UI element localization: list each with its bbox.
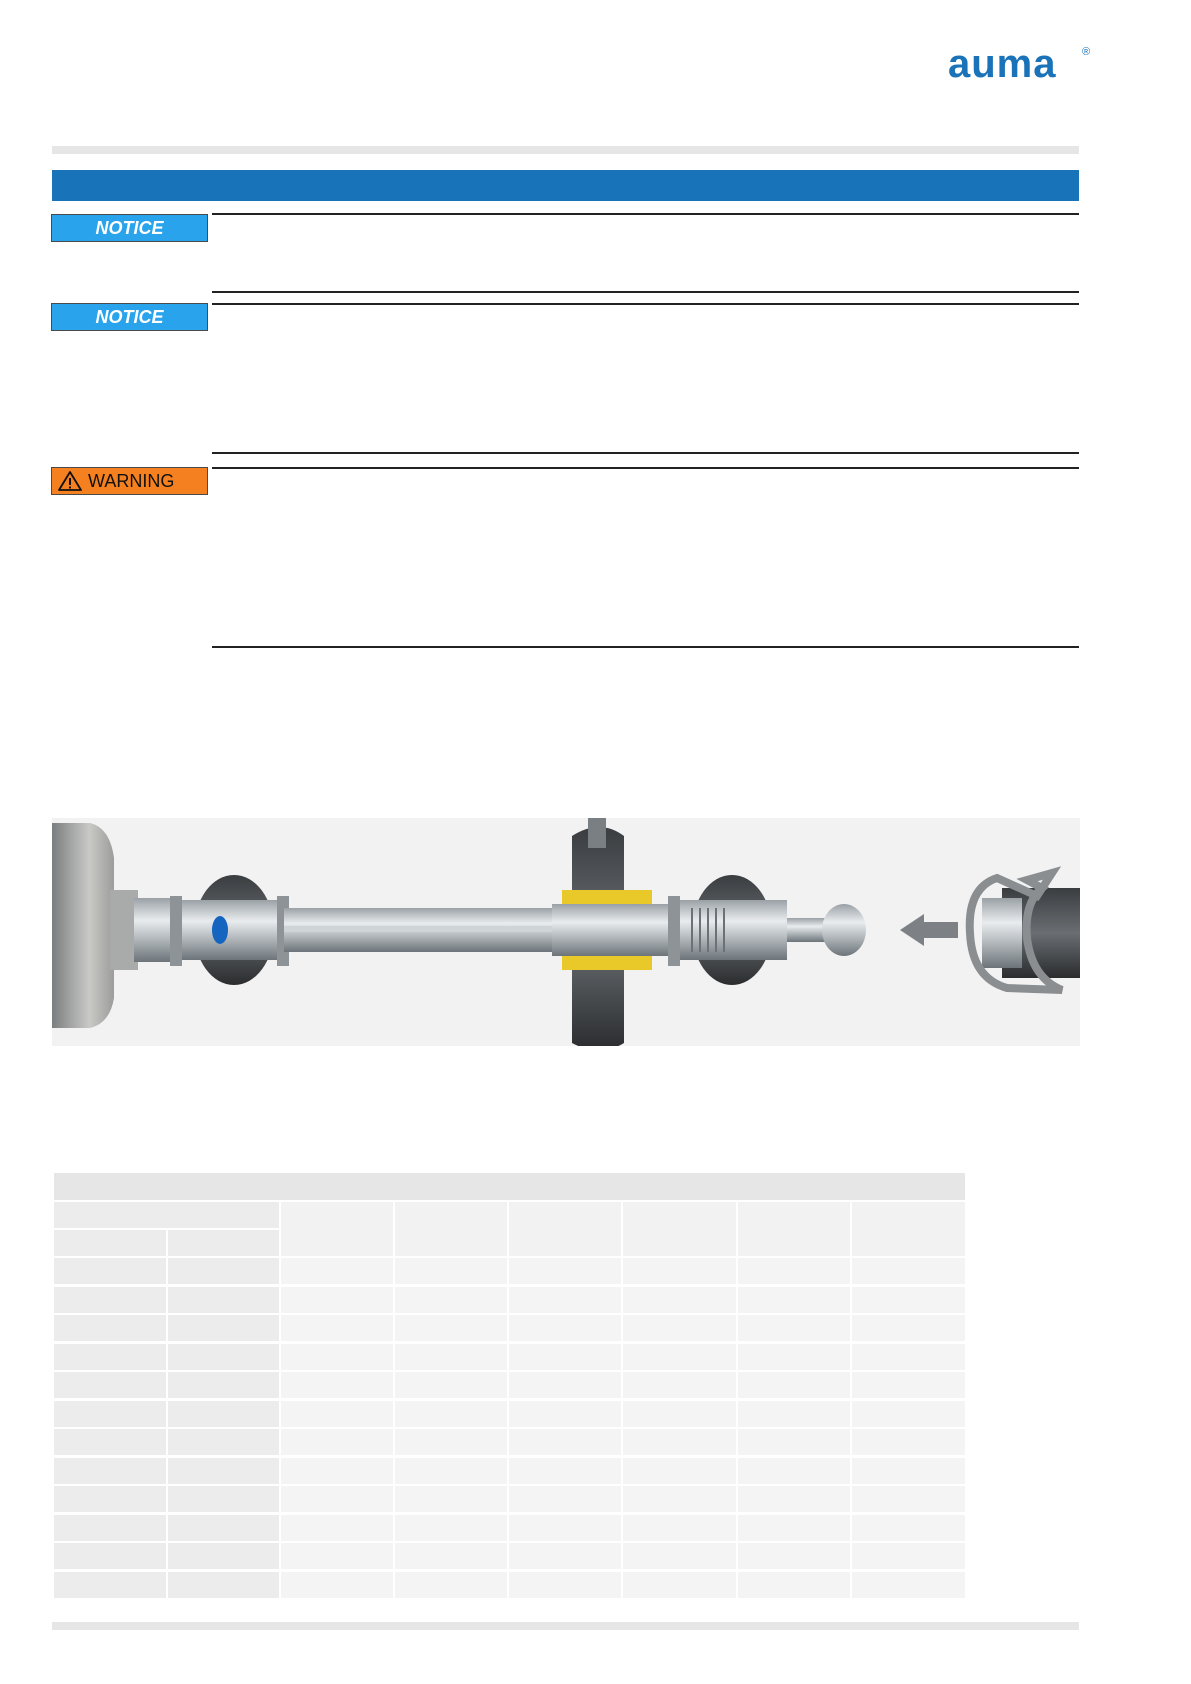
table-cell <box>852 1287 965 1313</box>
table-cell <box>54 1372 166 1398</box>
table-header-cell <box>509 1202 621 1256</box>
table-cell <box>738 1372 850 1398</box>
table-cell <box>395 1344 507 1370</box>
table-cell <box>509 1344 621 1370</box>
table-cell <box>738 1458 850 1484</box>
table-cell <box>509 1458 621 1484</box>
table-cell <box>623 1543 736 1569</box>
table-cell <box>738 1287 850 1313</box>
table-cell <box>623 1258 736 1284</box>
table-subheader-cell <box>168 1230 279 1256</box>
table-cell <box>168 1344 279 1370</box>
table-cell <box>168 1486 279 1512</box>
table-cell <box>395 1486 507 1512</box>
table-cell <box>281 1515 393 1541</box>
table-cell <box>281 1572 393 1598</box>
table-cell <box>395 1429 507 1455</box>
table-subheader-cell <box>54 1230 166 1256</box>
table-cell <box>395 1372 507 1398</box>
table-cell <box>509 1287 621 1313</box>
table-cell <box>395 1315 507 1341</box>
table-cell <box>509 1372 621 1398</box>
warning-label-text: WARNING <box>88 470 175 491</box>
blue-seal <box>212 916 228 944</box>
table-cell <box>623 1401 736 1427</box>
table-cell <box>852 1429 965 1455</box>
table-header-cell <box>281 1202 393 1256</box>
table-cell <box>54 1258 166 1284</box>
table-cell <box>281 1429 393 1455</box>
table-cell <box>623 1486 736 1512</box>
table-cell <box>509 1401 621 1427</box>
table-cell <box>281 1315 393 1341</box>
table-cell <box>738 1315 850 1341</box>
table-cell <box>852 1258 965 1284</box>
table-header-cell <box>852 1202 965 1256</box>
header-rule <box>52 146 1079 154</box>
table-cell <box>168 1515 279 1541</box>
table-cell <box>395 1458 507 1484</box>
table-cell <box>281 1486 393 1512</box>
table-cell <box>623 1344 736 1370</box>
table-cell <box>54 1572 166 1598</box>
table-cell <box>738 1401 850 1427</box>
table-cell <box>623 1287 736 1313</box>
table-cell <box>54 1429 166 1455</box>
table-cell <box>852 1515 965 1541</box>
table-cell <box>623 1458 736 1484</box>
stem-end-cap <box>822 904 866 956</box>
warning-label <box>51 467 208 495</box>
table-cell <box>852 1486 965 1512</box>
table-cell <box>281 1458 393 1484</box>
table-cell <box>852 1543 965 1569</box>
table-cell <box>623 1572 736 1598</box>
notice-label-text: NOTICE <box>95 217 164 238</box>
notice-2-bottom-rule <box>212 452 1079 454</box>
table-cell <box>509 1486 621 1512</box>
table-cell <box>623 1372 736 1398</box>
warning-bottom-rule <box>212 646 1079 648</box>
table-header-cell <box>738 1202 850 1256</box>
table-header-cell <box>395 1202 507 1256</box>
table-cell <box>852 1458 965 1484</box>
table-cell <box>168 1372 279 1398</box>
table-cell <box>623 1429 736 1455</box>
stem-protection-illustration <box>52 818 1080 1046</box>
table-cell <box>54 1344 166 1370</box>
table-cell <box>852 1344 965 1370</box>
table-cell <box>281 1543 393 1569</box>
table-cell <box>281 1372 393 1398</box>
table-cell <box>738 1258 850 1284</box>
table-cell <box>168 1543 279 1569</box>
table-cell <box>54 1287 166 1313</box>
table-cell <box>54 1515 166 1541</box>
table-cell <box>168 1258 279 1284</box>
actuator-housing <box>52 823 114 1028</box>
table-cell <box>509 1429 621 1455</box>
table-cell <box>738 1344 850 1370</box>
table-cell <box>738 1486 850 1512</box>
table-cell <box>852 1372 965 1398</box>
table-cell <box>852 1315 965 1341</box>
table-cell <box>168 1458 279 1484</box>
table-cell <box>852 1401 965 1427</box>
warning-triangle-icon <box>58 471 82 491</box>
table-cell <box>395 1287 507 1313</box>
table-cell <box>395 1515 507 1541</box>
notice-label-2 <box>51 303 208 331</box>
table-cell <box>852 1572 965 1598</box>
section-title-bar <box>52 170 1079 201</box>
table-cell <box>168 1315 279 1341</box>
table-cell <box>168 1572 279 1598</box>
table-cell <box>54 1458 166 1484</box>
table-cell <box>54 1401 166 1427</box>
table-cell <box>738 1572 850 1598</box>
table-cell <box>509 1315 621 1341</box>
notice-1-bottom-rule <box>212 291 1079 293</box>
table-cell <box>395 1258 507 1284</box>
table-cell <box>54 1486 166 1512</box>
table-cell <box>395 1572 507 1598</box>
table-cell <box>395 1401 507 1427</box>
notice-label-1 <box>51 214 208 242</box>
registered-mark: ® <box>1082 46 1091 58</box>
table-header-group <box>54 1202 279 1228</box>
table-cell <box>623 1515 736 1541</box>
logo-text: auma <box>948 42 1057 86</box>
table-cell <box>509 1543 621 1569</box>
table-cell <box>738 1543 850 1569</box>
table-cell <box>509 1258 621 1284</box>
notice-1-top-rule <box>212 213 1079 215</box>
table-cell <box>395 1543 507 1569</box>
table-title-row <box>54 1173 965 1200</box>
table-cell <box>168 1429 279 1455</box>
table-cell <box>281 1344 393 1370</box>
table-cell <box>281 1258 393 1284</box>
table-cell <box>738 1429 850 1455</box>
table-cell <box>281 1287 393 1313</box>
table-cell <box>281 1401 393 1427</box>
table-cell <box>509 1515 621 1541</box>
notice-label-text: NOTICE <box>95 306 164 327</box>
warning-top-rule <box>212 467 1079 469</box>
footer-rule <box>52 1622 1079 1630</box>
table-cell <box>623 1315 736 1341</box>
table-cell <box>738 1515 850 1541</box>
notice-2-top-rule <box>212 303 1079 305</box>
auma-logo <box>948 42 1091 86</box>
table-cell <box>168 1401 279 1427</box>
table-cell <box>509 1572 621 1598</box>
table-cell <box>54 1543 166 1569</box>
table-header-cell <box>623 1202 736 1256</box>
table-cell <box>54 1315 166 1341</box>
table-cell <box>168 1287 279 1313</box>
